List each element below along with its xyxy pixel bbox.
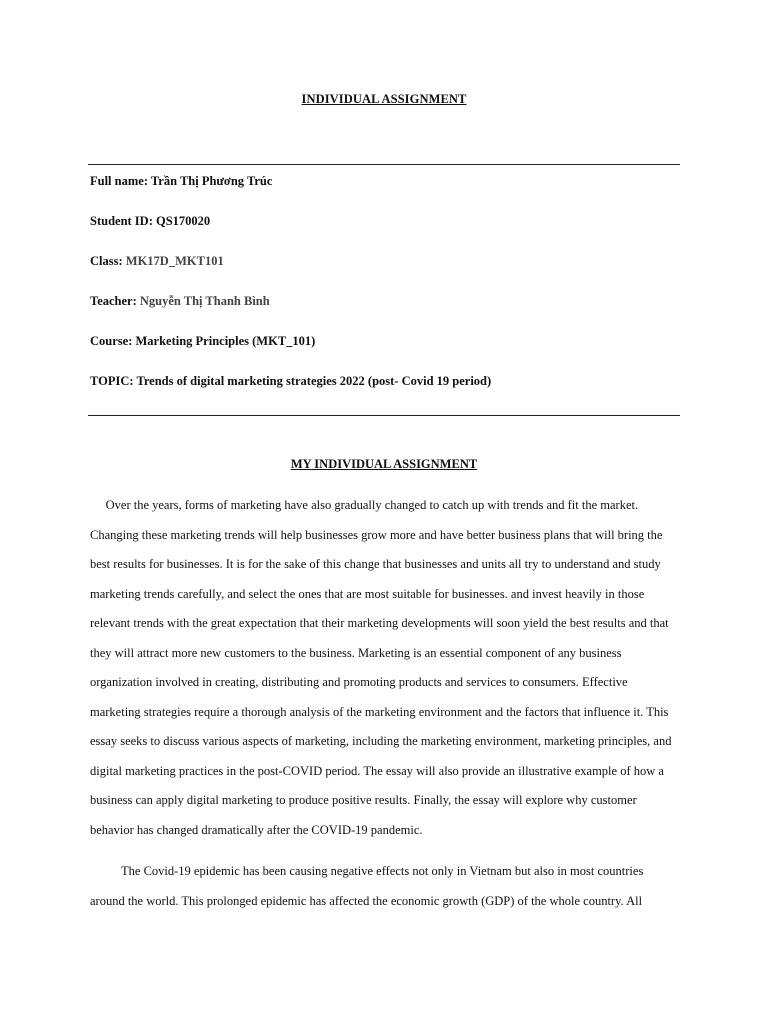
topic-value: Trends of digital marketing strategies 2022 (post- Covid 19 period) <box>136 374 492 388</box>
paragraph-line: Changing these marketing trends will help businesses grow more and have better business plans that will bring the <box>90 527 663 542</box>
paragraph-line: Over the years, forms of marketing have also gradually changed to catch up with trends and fit the market. <box>90 498 639 512</box>
section-title: MY INDIVIDUAL ASSIGNMENT <box>290 457 478 471</box>
header-bottom-rule <box>88 415 680 416</box>
header-top-rule <box>88 164 680 165</box>
paragraph-line: around the world. This prolonged epidemic has affected the economic growth (GDP) of the whole country. All <box>90 894 643 908</box>
full-name-label: Full name: <box>90 174 151 188</box>
course-field <box>90 334 315 349</box>
paragraph-line: business can apply digital marketing to produce positive results. Finally, the essay will explore why customer <box>90 793 637 807</box>
student-id-field <box>90 214 210 229</box>
document-title: INDIVIDUAL ASSIGNMENT <box>301 92 467 106</box>
student-id-label: Student ID: <box>90 214 156 228</box>
full-name-field <box>90 174 272 189</box>
paragraph-line: behavior has changed dramatically after the COVID-19 pandemic. <box>90 822 423 837</box>
paragraph-line: digital marketing practices in the post-COVID period. The essay will also provide an illustrative example of how a <box>90 763 664 778</box>
topic-field <box>90 374 491 389</box>
teacher-value: Nguyễn Thị Thanh Bình <box>139 294 270 308</box>
paragraph-line: organization involved in creating, distributing and promoting products and services to consumers. Effective <box>90 675 628 689</box>
class-label: Class: <box>90 254 126 268</box>
course-value: Marketing Principles (MKT_101) <box>135 334 316 348</box>
paragraph-line: The Covid-19 epidemic has been causing negative effects not only in Vietnam but also in most countries <box>90 864 644 878</box>
full-name-value: Trần Thị Phương Trúc <box>150 174 273 188</box>
paragraph-line: they will attract more new customers to the business. Marketing is an essential component of any business <box>90 645 622 660</box>
class-value: MK17D_MKT101 <box>125 254 224 268</box>
paragraph-line: essay seeks to discuss various aspects of marketing, including the marketing environment, marketing principles, and <box>90 734 672 748</box>
paragraph-line: relevant trends with the great expectation that their marketing developments will soon yield the best results and that <box>90 616 669 630</box>
teacher-label: Teacher: <box>90 294 140 308</box>
student-id-value: QS170020 <box>156 214 211 228</box>
course-label: Course: <box>90 334 136 348</box>
class-field <box>90 254 224 269</box>
paragraph-line: best results for businesses. It is for the sake of this change that businesses and units all try to understand and study <box>90 557 661 571</box>
paragraph-line: marketing strategies require a thorough analysis of the marketing environment and the factors that influence it. This <box>90 704 669 719</box>
topic-label: TOPIC: <box>90 374 137 388</box>
teacher-field <box>90 294 270 309</box>
paragraph-line: marketing trends carefully, and select the ones that are most suitable for businesses. and invest heavily in those <box>90 586 645 601</box>
